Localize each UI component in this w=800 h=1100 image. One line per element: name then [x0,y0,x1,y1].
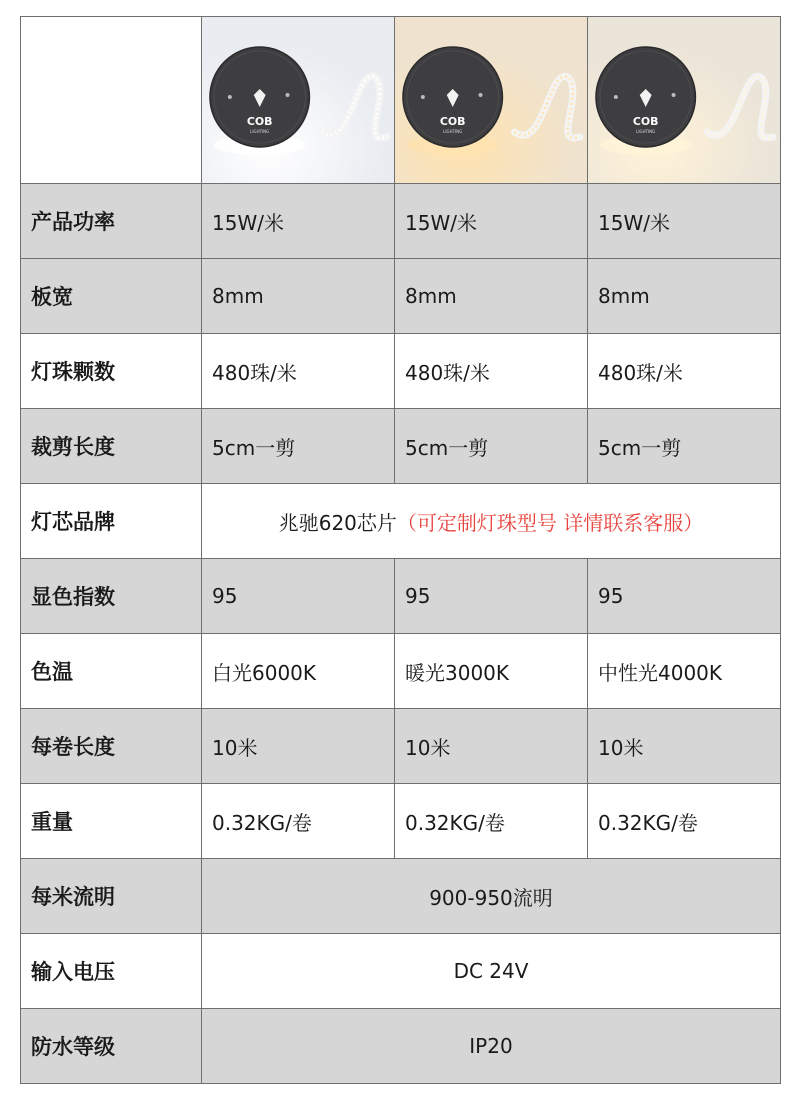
row-value: 95 [588,559,781,634]
row-value: 中性光4000K [588,634,781,709]
row-value: 8mm [588,259,781,334]
row-label: 灯珠颗数 [21,334,202,409]
reel-sub-text: LIGHTING [636,128,656,135]
product-image-warm [395,17,588,184]
row-label: 板宽 [21,259,202,334]
reel-sub-text: LIGHTING [443,128,463,135]
row-label: 显色指数 [21,559,202,634]
reel-icon [614,95,618,99]
spec-row-weight [21,784,781,859]
reel-illustration [588,17,780,183]
reel-icon [421,95,425,99]
row-value: 480珠/米 [395,334,588,409]
row-value-merged: IP20 [202,1009,781,1084]
product-image-neutral [588,17,781,184]
row-value-merged [202,484,781,559]
reel-brand-text: COB [246,114,273,129]
row-label: 每卷长度 [21,709,202,784]
row-value: 15W/米 [395,184,588,259]
spec-row-lumens [21,859,781,934]
image-row [21,17,781,184]
image-row-label-cell [21,17,202,184]
spec-row-led-count [21,334,781,409]
row-value: 15W/米 [202,184,395,259]
row-label: 灯芯品牌 [21,484,202,559]
row-value: 10米 [202,709,395,784]
spec-row-roll-length [21,709,781,784]
row-value: 15W/米 [588,184,781,259]
spec-row-ip-rating [21,1009,781,1084]
reel-icon [672,93,676,97]
spec-row-cut-length [21,409,781,484]
row-value: 8mm [202,259,395,334]
row-label: 每米流明 [21,859,202,934]
row-value: 8mm [395,259,588,334]
row-label: 防水等级 [21,1009,202,1084]
row-value: 0.32KG/卷 [202,784,395,859]
reel-icon [286,93,290,97]
customization-note: （可定制灯珠型号 详情联系客服） [396,510,704,535]
spec-row-power [21,184,781,259]
spec-row-color-temp [21,634,781,709]
spec-row-cri [21,559,781,634]
row-value-merged: 900-950流明 [202,859,781,934]
reel-illustration [395,17,587,183]
spec-row-chip-brand [21,484,781,559]
reel-sub-text: LIGHTING [250,128,270,135]
reel-brand-text: COB [632,114,659,129]
spec-table [20,16,781,1084]
row-label: 产品功率 [21,184,202,259]
reel-illustration [202,17,394,183]
row-value: 5cm一剪 [395,409,588,484]
row-label: 裁剪长度 [21,409,202,484]
row-value: 0.32KG/卷 [588,784,781,859]
product-image-white [202,17,395,184]
reel-icon [479,93,483,97]
row-label: 色温 [21,634,202,709]
row-value: 10米 [395,709,588,784]
spec-row-voltage [21,934,781,1009]
row-value: 5cm一剪 [588,409,781,484]
row-label: 重量 [21,784,202,859]
row-label: 输入电压 [21,934,202,1009]
row-value: 白光6000K [202,634,395,709]
row-value: 5cm一剪 [202,409,395,484]
row-value: 0.32KG/卷 [395,784,588,859]
row-value-merged: DC 24V [202,934,781,1009]
row-value: 480珠/米 [588,334,781,409]
reel-icon [228,95,232,99]
row-value: 10米 [588,709,781,784]
row-value: 95 [395,559,588,634]
chip-brand-text: 兆驰620芯片 [278,510,397,535]
row-value: 95 [202,559,395,634]
row-value: 暖光3000K [395,634,588,709]
spec-row-board-width [21,259,781,334]
row-value: 480珠/米 [202,334,395,409]
reel-brand-text: COB [439,114,466,129]
